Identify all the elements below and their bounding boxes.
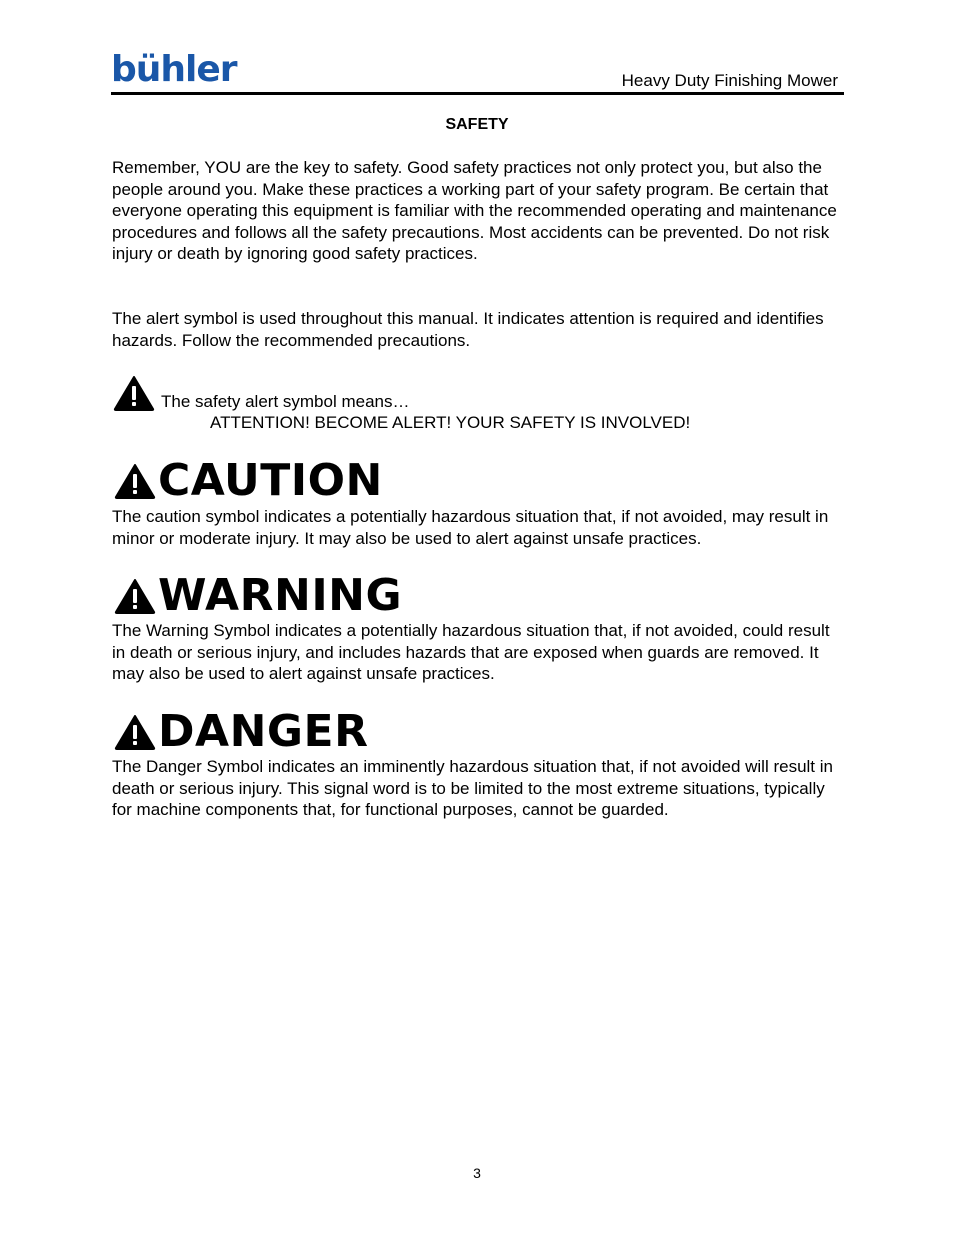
caution-signal-heading xyxy=(114,455,383,506)
warning-signal-heading xyxy=(114,570,403,621)
intro-paragraph: Remember, YOU are the key to safety. Good safety practices not only protect you, but also the people around you. Make these practices a working part of your safety program. Be certain that everyone operating this equipment is familiar with the recommended operating and maintenance procedures and follows all the safety precautions. Most accidents can be prevented. Do not risk injury or death by ignoring good safety practices. xyxy=(112,158,837,263)
danger-signal-word: DANGER xyxy=(158,706,369,757)
safety-alert-symbol-line xyxy=(113,372,409,412)
warning-triangle-icon xyxy=(114,463,156,500)
warning-signal-word: WARNING xyxy=(158,570,403,621)
caution-description: The caution symbol indicates a potentially hazardous situation that, if not avoided, may result in minor or moderate injury. It may also be used to alert against unsafe practices. xyxy=(112,507,829,548)
header-divider xyxy=(111,92,844,95)
buhler-logo: bühler xyxy=(111,49,237,90)
page-number: 3 xyxy=(473,1165,481,1181)
warning-triangle-icon xyxy=(114,578,156,615)
danger-description: The Danger Symbol indicates an imminently hazardous situation that, if not avoided will result in death or serious injury. This signal word is to be limited to the most extreme situations, typically for machine components that, for functional purposes, cannot be guarded. xyxy=(112,757,833,819)
safety-alert-meaning-text: The safety alert symbol means… xyxy=(161,392,410,411)
warning-description: The Warning Symbol indicates a potentially hazardous situation that, if not avoided, could result in death or serious injury, and includes hazards that are exposed when guards are removed. It may also be used to alert against unsafe practices. xyxy=(112,621,830,683)
caution-signal-word: CAUTION xyxy=(158,455,383,506)
document-title: Heavy Duty Finishing Mower xyxy=(621,71,838,90)
warning-triangle-icon xyxy=(113,375,155,412)
alert-intro-paragraph: The alert symbol is used throughout this manual. It indicates attention is required and identifies hazards. Follow the recommended precautions. xyxy=(112,309,824,350)
safety-alert-attention-text: ATTENTION! BECOME ALERT! YOUR SAFETY IS INVOLVED! xyxy=(210,413,691,432)
section-title: SAFETY xyxy=(445,116,509,133)
danger-signal-heading xyxy=(114,706,369,757)
warning-triangle-icon xyxy=(114,714,156,751)
